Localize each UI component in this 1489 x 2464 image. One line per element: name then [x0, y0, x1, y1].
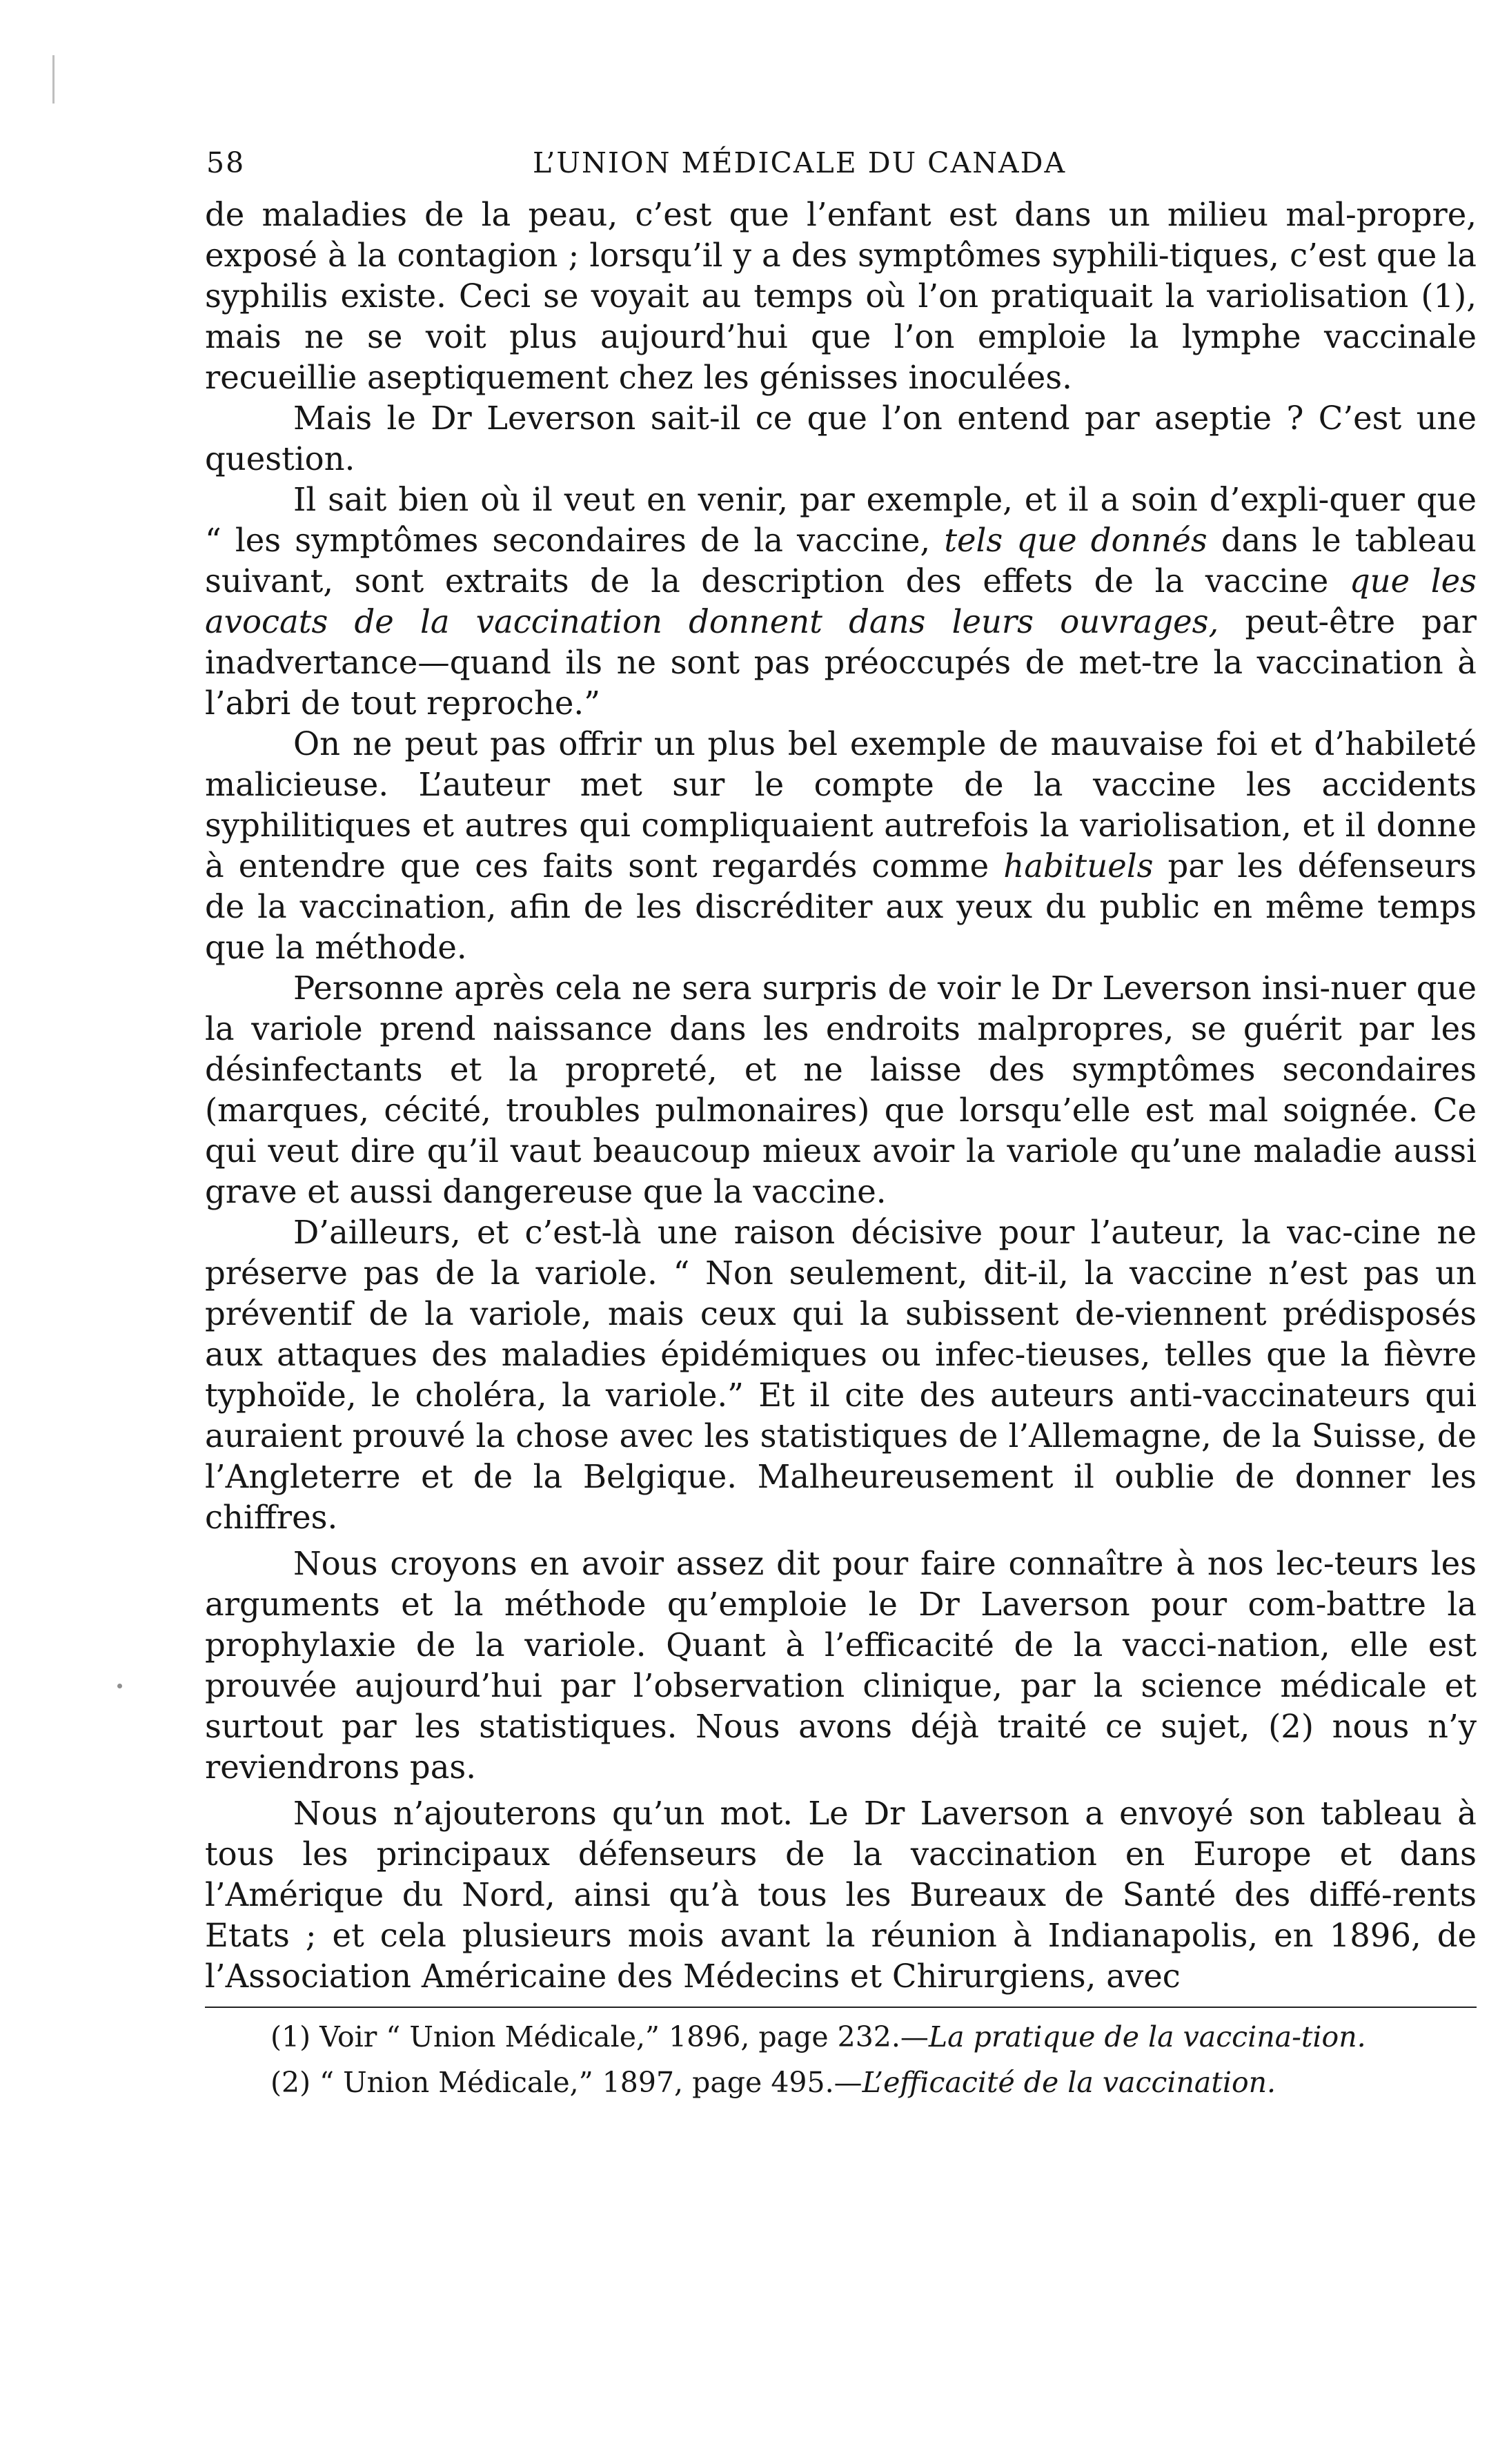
paragraph-text: peut-être par inadvertance—quand ils ne sont pas préoccupés de met-tre la vaccination à l’abri de tout reproche.” — [205, 603, 1477, 722]
scan-mark — [117, 1684, 122, 1688]
article-body — [205, 195, 1477, 1997]
footnote — [205, 2063, 1477, 2102]
paragraph: Mais le Dr Leverson sait-il ce que l’on entend par aseptie ? C’est une question. — [205, 400, 1477, 477]
footnote-text: (1) Voir “ Union Médicale,” 1896, page 232.— — [270, 2020, 929, 2053]
paragraph: de maladies de la peau, c’est que l’enfant est dans un milieu mal-propre, exposé à la contagion ; lorsqu’il y a des symptômes syphili-tiques, c’est que la syphilis existe. Ceci se voyait au temps où l’on pratiquait la variolisation (1), mais ne se voit plus aujourd’hui que l’on emploie la lymphe vaccinale recueillie aseptiquement chez les génisses inoculées. — [205, 196, 1477, 396]
paragraph-text: On ne peut pas offrir un plus bel exemple de mauvaise foi et d’habileté malicieuse. L’auteur met sur le compte de la vaccine les accidents syphilitiques et autres qui compliquaient autrefois la variolisation, et il donne à entendre que ces faits sont regardés comme — [205, 725, 1477, 885]
document-page — [205, 146, 1477, 2102]
footnote-italic: La pratique de la vaccina-tion. — [928, 2020, 1366, 2053]
paragraph-text: par les défenseurs de la vaccination, afin de les discréditer aux yeux du public en même temps que la méthode. — [205, 847, 1477, 966]
journal-title: L’UNION MÉDICALE DU CANADA — [533, 146, 1067, 179]
footnote-divider — [205, 2007, 1477, 2008]
paragraph: Nous n’ajouterons qu’un mot. Le Dr Laverson a envoyé son tableau à tous les principaux défenseurs de la vaccination en Europe et dans l’Amérique du Nord, ainsi qu’à tous les Bureaux de Santé des diffé-rents Etats ; et cela plusieurs mois avant la réunion à Indianapolis, en 1896, de l’Association Américaine des Médecins et Chirurgiens, avec — [205, 1795, 1477, 1995]
footnote — [205, 2018, 1477, 2056]
page-number: 58 — [206, 146, 246, 179]
scan-mark — [52, 55, 55, 104]
paragraph-text: Il sait bien où il veut en venir, par exemple, et il a soin d’expli-quer que “ les symptômes secondaires de la vaccine, — [205, 481, 1477, 559]
footnote-text: (2) “ Union Médicale,” 1897, page 495.— — [270, 2066, 862, 2099]
paragraph-text: dans le tableau suivant, sont extraits de la description des effets de la vaccine — [205, 522, 1477, 600]
italic-text: tels que donnés — [944, 522, 1207, 559]
italic-text: que les avocats de la vaccination donnent dans leurs ouvrages, — [205, 562, 1477, 640]
paragraph: Personne après cela ne sera surpris de voir le Dr Leverson insi-nuer que la variole prend naissance dans les endroits malpropres, se guérit par les désinfectants et la propreté, et ne laisse des symptômes secondaires (marques, cécité, troubles pulmonaires) que lorsqu’elle est mal soignée. Ce qui veut dire qu’il vaut beaucoup mieux avoir la variole qu’une maladie aussi grave et aussi dangereuse que la vaccine. — [205, 969, 1477, 1210]
italic-text: habituels — [1003, 847, 1154, 885]
running-header — [205, 146, 1477, 195]
paragraph: Nous croyons en avoir assez dit pour faire connaître à nos lec-teurs les arguments et la méthode qu’emploie le Dr Laverson pour com-battre la prophylaxie de la variole. Quant à l’efficacité de la vacci-nation, elle est prouvée aujourd’hui par l’observation clinique, par la science médicale et surtout par les statistiques. Nous avons déjà traité ce sujet, (2) nous n’y reviendrons pas. — [205, 1545, 1477, 1786]
paragraph: D’ailleurs, et c’est-là une raison décisive pour l’auteur, la vac-cine ne préserve pas de la variole. “ Non seulement, dit-il, la vaccine n’est pas un préventif de la variole, mais ceux qui la subissent de-viennent prédisposés aux attaques des maladies épidémiques ou infec-tieuses, telles que la fièvre typhoïde, le choléra, la variole.” Et il cite des auteurs anti-vaccinateurs qui auraient prouvé la chose avec les statistiques de l’Allemagne, de la Suisse, de l’Angleterre et de la Belgique. Malheureusement il oublie de donner les chiffres. — [205, 1214, 1477, 1536]
footnotes — [205, 2018, 1477, 2102]
footnote-italic: L’efficacité de la vaccination. — [862, 2066, 1276, 2099]
paragraph — [205, 724, 1477, 968]
paragraph — [205, 480, 1477, 724]
